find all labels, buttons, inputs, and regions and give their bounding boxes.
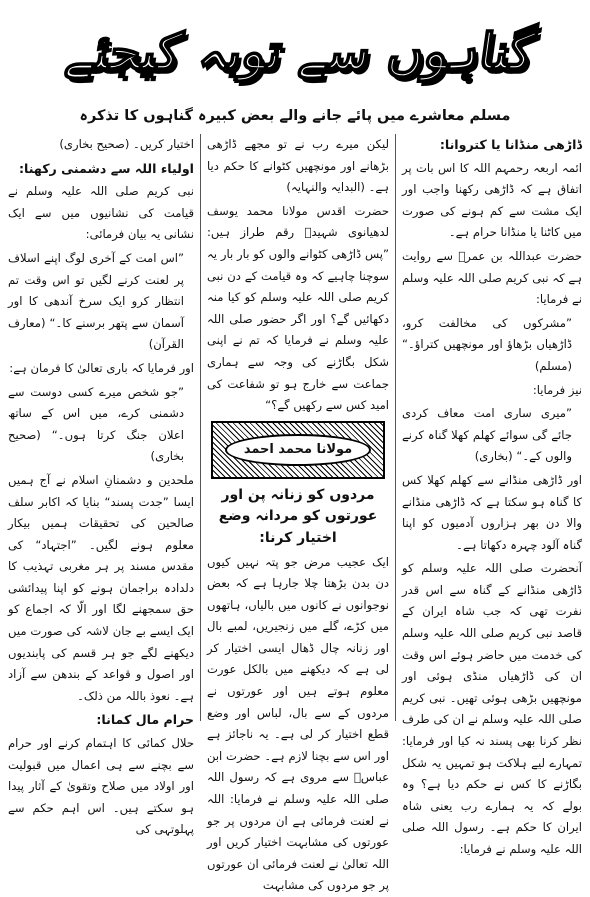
author-byline-oval (225, 434, 371, 466)
column-1 (402, 134, 582, 723)
author-name: مولانا محمد احمد (244, 436, 352, 464)
article-header (40, 4, 560, 100)
paragraph: حضرت عبداللہ بن عمرؓ سے روایت ہے کہ نبی کریم صلی اللہ علیہ وسلم نے فرمایا: (402, 246, 582, 311)
hadith-quote: ”اس امت کے آخری لوگ اپنے اسلاف پر لعنت کرنے لگیں تو اس وقت تم انتظار کرو ایک سرخ آندھی کا اور آسمان سے پتھر برسنے کا۔“ (معارف القرآن) (8, 248, 194, 356)
paragraph: ملحدین و دشمنانِ اسلام نے آج ہمیں ایسا ”جدت پسند“ بنایا کہ اکابر سلف صالحین کی تحقیقات ہمیں بیکار معلوم ہونے لگیں۔ ”اجتہاد“ کی مقدس مسند پر ہر مغربی تہذیب کا دلدادہ براجمان ہونے کو اپنا پیدائشی حق سمجھنے لگا اور الّا کہ اجماع کو ایک ایسے بے جان لاشہ کی صورت میں دیکھنے لگے جو ہر قسم کی پابندیوں اور اصول و قواعد کے بندھن سے آزاد ہے۔ نعوذ باللہ من ذلک۔ (8, 470, 194, 708)
column-3 (8, 134, 194, 723)
section-heading-enmity: اولیاء اللہ سے دشمنی رکھنا: (8, 158, 194, 180)
paragraph: اور ڈاڑھی منڈانے سے کھلم کھلا کس کا گناہ ہو سکتا ہے کہ ڈاڑھی منڈانے والا دن بھر ہزاروں آدمیوں کو اپنا گناہ آلود چہرہ دکھاتا ہے۔ (402, 470, 582, 556)
article-title: گناہوں سے توبہ کیجئے (33, 4, 566, 100)
column-divider (200, 134, 201, 721)
author-byline-box (211, 421, 385, 479)
paragraph: حضرت اقدس مولانا محمد یوسف لدھیانوی شہیدؒ رقم طراز ہیں: ”پس ڈاڑھی کٹوانے والوں کو بار بار یہ سوچنا چاہیے کہ وہ قیامت کے دن نبی کریم صلی اللہ علیہ وسلم کو کیا منہ دکھائیں گے؟ اور اگر حضور صلی اللہ علیہ وسلم نے فرمایا کہ تم نے اپنی شکل بگاڑنے کی وجہ سے ہماری جماعت سے خارج ہو تو شفاعت کی امید کس سے رکھیں گے؟“ (207, 201, 389, 417)
paragraph: نبی کریم صلی اللہ علیہ وسلم نے قیامت کی نشانیوں میں سے ایک نشانی یہ بیان فرمائی: (8, 181, 194, 246)
paragraph: آنحضرت صلی اللہ علیہ وسلم کو ڈاڑھی منڈانے کے گناہ سے اس قدر نفرت تھی کہ جب شاہ ایران کے قاصد نبی کریم صلی اللہ علیہ وسلم کی خدمت میں حاضر ہوئے اس وقت ان کی ڈاڑھیاں منڈی ہوئی اور مونچھیں بڑھی ہوئی تھیں۔ نبی کریم صلی اللہ علیہ وسلم نے ان کی طرف نظر کرنا بھی پسند نہ کیا اور فرمایا: تمہارے لیے ہلاکت ہو تمہیں یہ شکل بگاڑنے کا کس نے حکم دیا ہے؟ وہ بولے کہ یہ ہمارے رب یعنی شاہ ایران کا حکم ہے۔ رسول اللہ صلی اللہ علیہ وسلم نے فرمایا: (402, 558, 582, 860)
section-heading-imitation: مردوں کو زنانہ پن اور عورتوں کو مردانہ وضع اختیار کرنا: (207, 485, 389, 550)
paragraph: نیز فرمایا: (402, 380, 582, 402)
section-heading-beard: ڈاڑھی منڈانا یا کتروانا: (402, 134, 582, 156)
article-subtitle: مسلم معاشرے میں پائے جانے والے بعض کبیرہ گناہوں کا تذکرہ (20, 103, 570, 129)
section-heading-haram-earning: حرام مال کمانا: (8, 709, 194, 731)
hadith-quote: ”جو شخص میرے کسی دوست سے دشمنی کرے، میں اس کے ساتھ اعلان جنگ کرتا ہوں۔“ (صحیح بخاری) (8, 382, 194, 468)
paragraph: لیکن میرے رب نے تو مجھے ڈاڑھی بڑھانے اور مونچھیں کٹوانے کا حکم دیا ہے۔ (البدایہ والنہایہ) (207, 134, 389, 199)
paragraph: حلال کمائی کا اہتمام کرنے اور حرام سے بچنے سے ہی اعمال میں قبولیت اور اولاد میں صلاح وتقویٰ کے آثار پیدا ہو سکتے ہیں۔ اس اہم حکم سے پہلوتہی کی (8, 733, 194, 841)
column-2 (207, 134, 389, 723)
paragraph: ائمہ اربعہ رحمہم اللہ کا اس بات پر اتفاق ہے کہ ڈاڑھی رکھنا واجب اور ایک مشت سے کم ہونے کی صورت میں کاٹنا یا منڈانا حرام ہے۔ (402, 158, 582, 244)
column-divider (395, 134, 396, 721)
paragraph: ایک عجیب مرض جو پتہ نہیں کیوں دن بدن بڑھتا چلا جارہا ہے کہ بعض نوجوانوں نے کانوں میں بالیاں، ہاتھوں میں کڑے، گلے میں زنجیریں، لمبے بال اور زنانہ چال ڈھال ایسی اختیار کر لی ہے کہ دیکھنے میں بالکل عورت معلوم ہوتے ہیں اور عورتوں نے مردوں کے سے بال، لباس اور وضع قطع اختیار کر لی ہے۔ یہ ناجائز ہے اور اس سے بچنا لازم ہے۔ حضرت ابن عباسؓ سے مروی ہے کہ رسول اللہ صلی اللہ علیہ وسلم نے فرمایا: اللہ نے لعنت فرمائی ہے ان مردوں پر جو عورتوں کی مشابہت اختیار کریں اور اللہ تعالیٰ نے لعنت فرمائی ان عورتوں پر جو مردوں کی مشابہت (207, 552, 389, 897)
hadith-quote: ”میری ساری امت معاف کردی جائے گی سوائے کھلم کھلا گناہ کرنے والوں کے۔“ (بخاری) (402, 403, 582, 468)
paragraph: اختیار کریں۔ (صحیح بخاری) (8, 134, 194, 156)
paragraph: اور فرمایا کہ باری تعالیٰ کا فرمان ہے: (8, 358, 194, 380)
hadith-quote: ”مشرکوں کی مخالفت کرو، ڈاڑھیاں بڑھاؤ اور مونچھیں کتراؤ۔“ (مسلم) (402, 313, 582, 378)
